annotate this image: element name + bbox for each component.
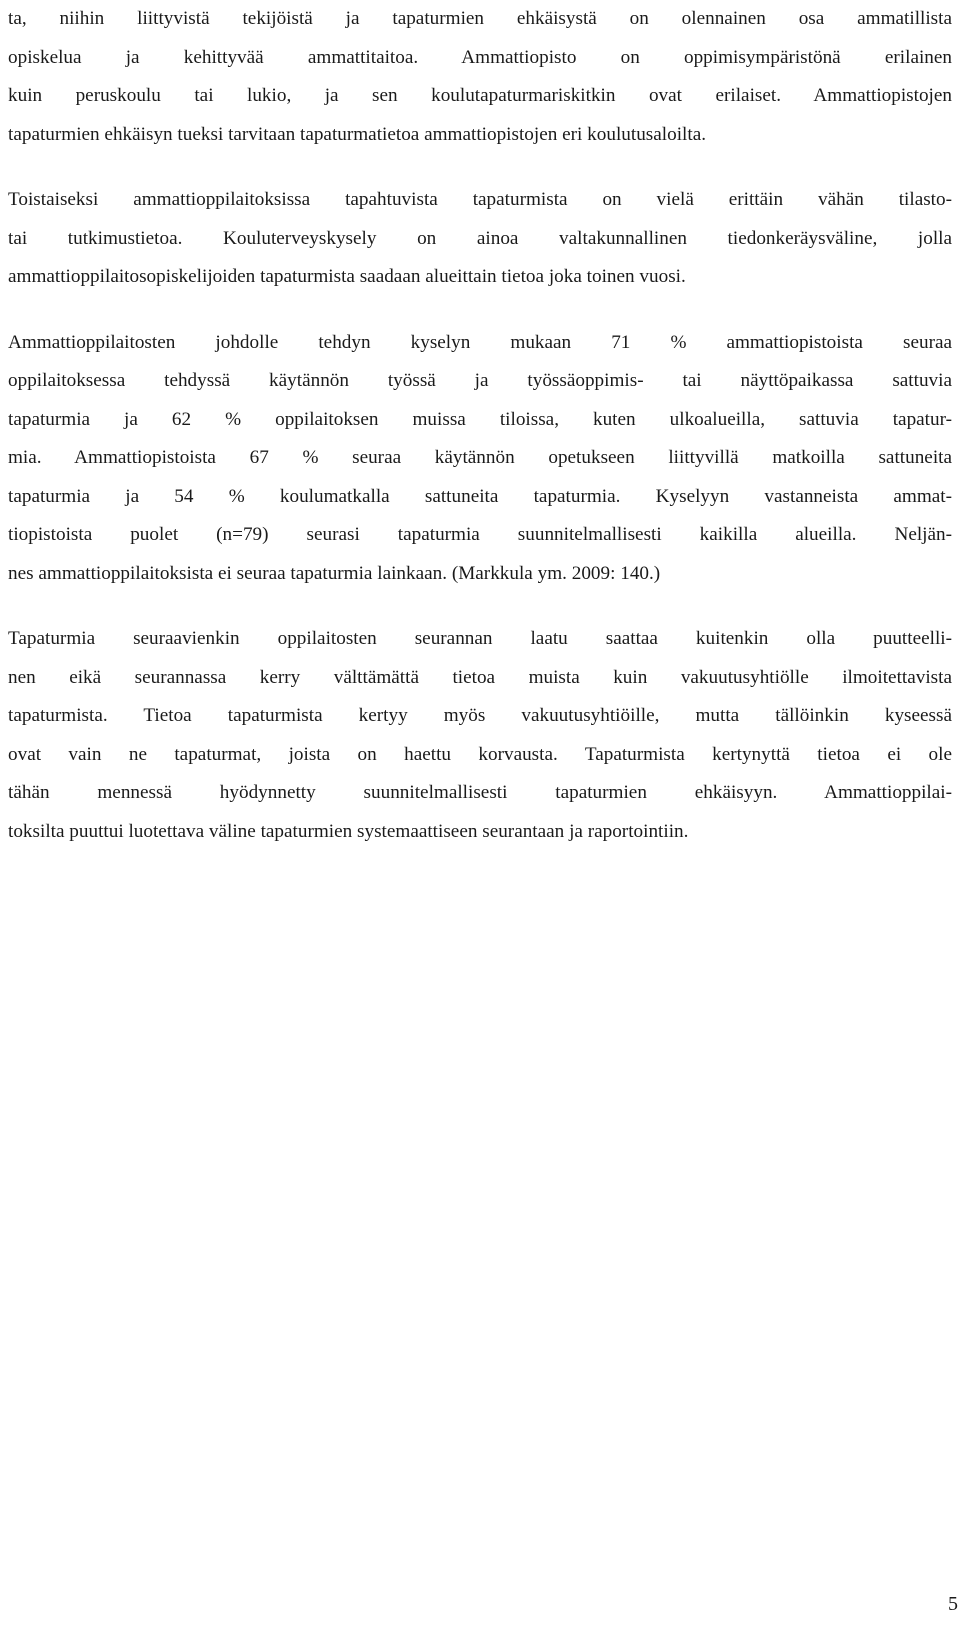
text-line: tähän mennessä hyödynnetty suunnitelmallisesti tapaturmien ehkäisyyn. Ammattioppilai- <box>8 782 952 803</box>
text-line: ammattioppilaitosopiskelijoiden tapaturmista saadaan alueittain tietoa joka toinen vuosi. <box>8 266 686 287</box>
paragraph-1 <box>8 0 952 154</box>
text-line: ovat vain ne tapaturmat, joista on haettu korvausta. Tapaturmista kertynyttä tietoa ei ole <box>8 743 952 765</box>
text-line: nes ammattioppilaitoksista ei seuraa tapaturmia lainkaan. (Markkula ym. 2009: 140.) <box>8 562 661 584</box>
page-number: 5 <box>948 1593 958 1615</box>
text-line: tapaturmia ja 54 % koulumatkalla sattuneita tapaturmia. Kyselyyn vastanneista ammat- <box>8 485 952 507</box>
text-line: toksilta puuttui luotettava väline tapaturmien systemaattiseen seurantaan ja raportointiin. <box>8 820 689 842</box>
text-line: tapaturmista. Tietoa tapaturmista kertyy myös vakuutusyhtiöille, mutta tällöinkin kyseessä <box>8 705 952 726</box>
text-line: opiskelua ja kehittyvää ammattitaitoa. Ammattiopisto on oppimisympäristönä erilainen <box>8 46 952 68</box>
text-line: tapaturmia ja 62 % oppilaitoksen muissa tiloissa, kuten ulkoalueilla, sattuvia tapatur- <box>8 408 952 430</box>
paragraph-2 <box>8 181 952 297</box>
text-line: ta, niihin liittyvistä tekijöistä ja tapaturmien ehkäisystä on olennainen osa ammatillista <box>8 8 952 29</box>
text-line: Tapaturmia seuraavienkin oppilaitosten seurannan laatu saattaa kuitenkin olla puutteelli- <box>8 628 952 649</box>
text-line: Ammattioppilaitosten johdolle tehdyn kyselyn mukaan 71 % ammattiopistoista seuraa <box>8 331 952 353</box>
text-line: mia. Ammattiopistoista 67 % seuraa käytännön opetukseen liittyvillä matkoilla sattuneita <box>8 447 952 468</box>
document-page <box>8 0 952 878</box>
text-line: tapaturmien ehkäisyn tueksi tarvitaan tapaturmatietoa ammattiopistojen eri koulutusaloilta. <box>8 123 707 145</box>
text-line: nen eikä seurannassa kerry välttämättä tietoa muista kuin vakuutusyhtiölle ilmoitettavista <box>8 666 952 688</box>
paragraph-4 <box>8 620 952 851</box>
text-line: tiopistoista puolet (n=79) seurasi tapaturmia suunnitelmallisesti kaikilla alueilla. Neljän- <box>8 524 952 545</box>
text-line: tai tutkimustietoa. Kouluterveyskysely on ainoa valtakunnallinen tiedonkeräysväline, jolla <box>8 227 952 249</box>
text-line: oppilaitoksessa tehdyssä käytännön työssä ja työssäoppimis- tai näyttöpaikassa sattuvia <box>8 370 952 391</box>
paragraph-3 <box>8 324 952 594</box>
text-line: Toistaiseksi ammattioppilaitoksissa tapahtuvista tapaturmista on vielä erittäin vähän tilasto- <box>8 189 952 210</box>
text-line: kuin peruskoulu tai lukio, ja sen koulutapaturmariskitkin ovat erilaiset. Ammattiopistojen <box>8 85 952 106</box>
